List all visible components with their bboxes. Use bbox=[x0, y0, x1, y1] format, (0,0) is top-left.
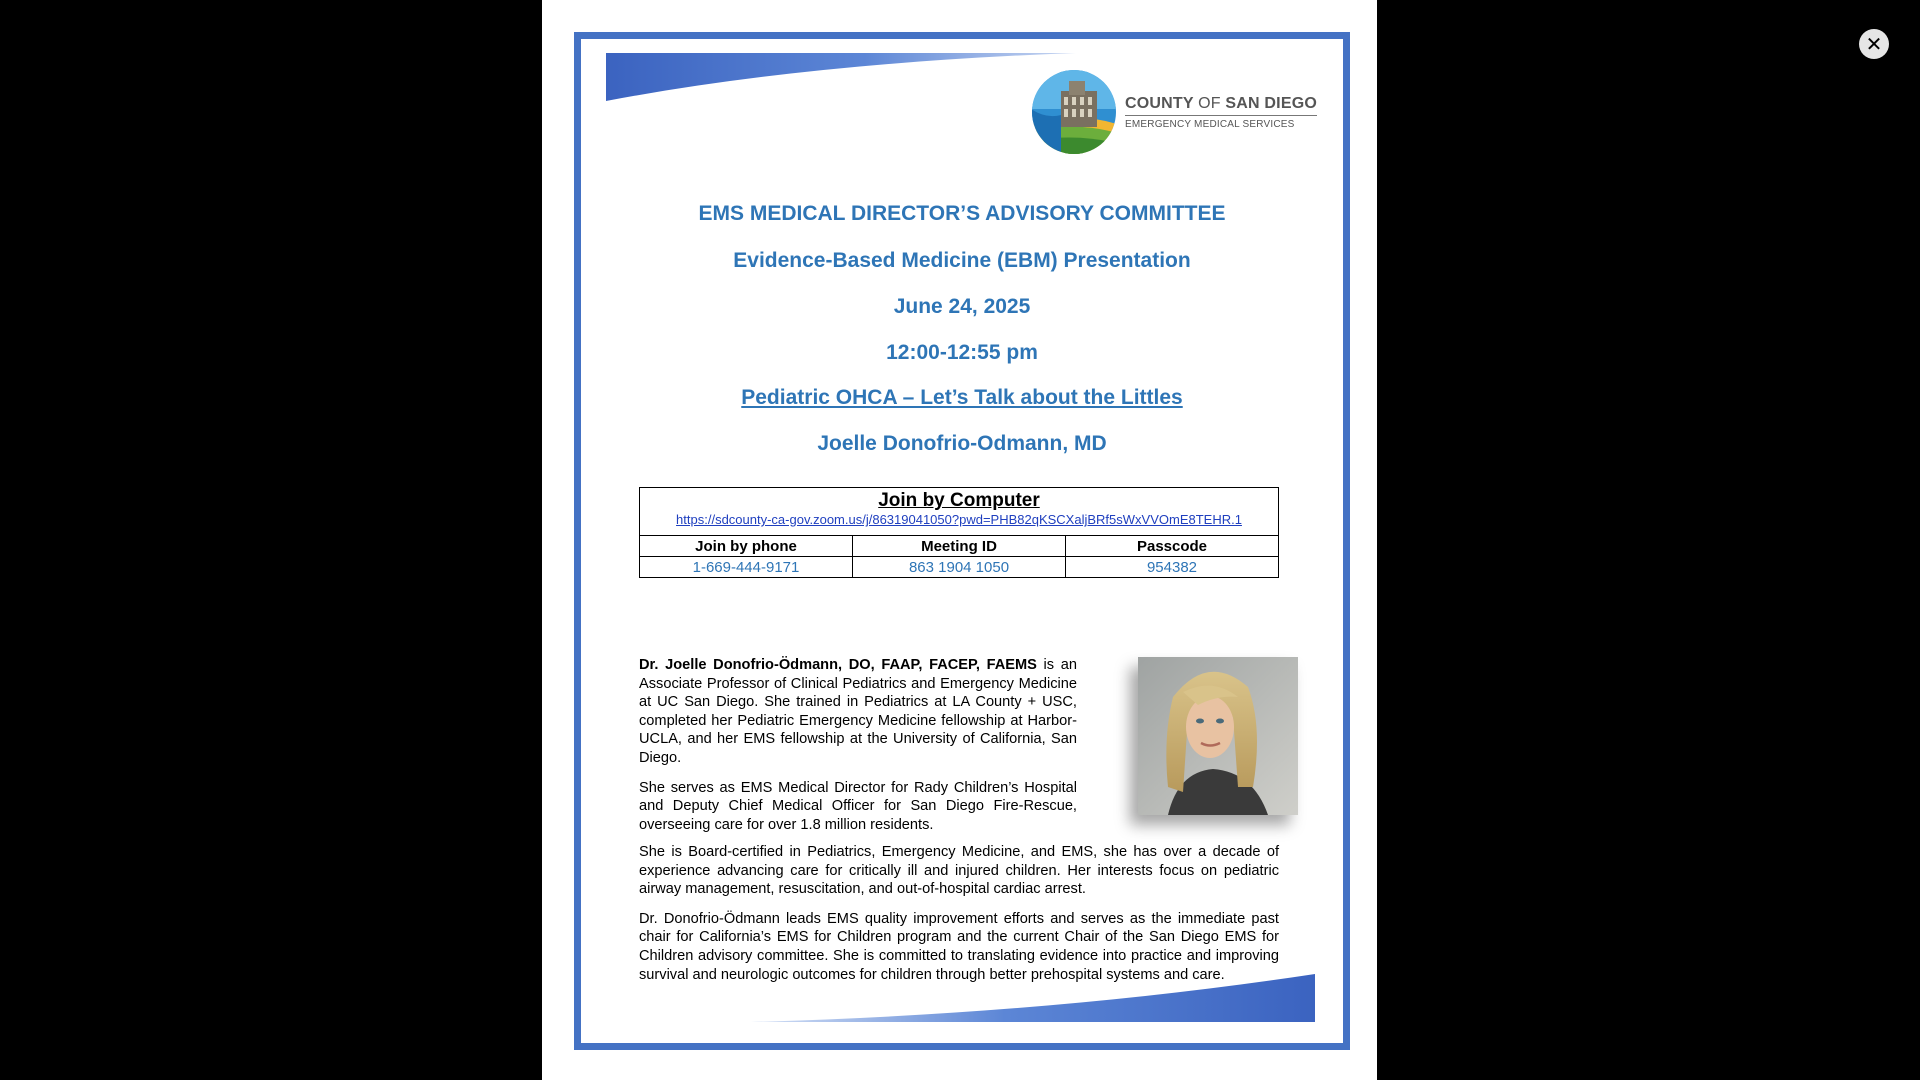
close-button[interactable]: ✕ bbox=[1859, 29, 1889, 59]
bio-paragraph-2: She serves as EMS Medical Director for Rady Children’s Hospital and Deputy Chief Medical Officer for San Diego Fire-Rescue, overseeing care for over 1.8 million residents. bbox=[639, 779, 1077, 833]
county-logo bbox=[1031, 69, 1317, 155]
topic-link[interactable]: Pediatric OHCA – Let’s Talk about the Littles bbox=[741, 386, 1183, 409]
phone-number: 1-669-444-9171 bbox=[640, 557, 853, 578]
zoom-link[interactable]: https://sdcounty-ca-gov.zoom.us/j/86319041050?pwd=PHB82qKSCXaljBRf5sWxVVOmE8TEHR.1 bbox=[640, 512, 1279, 536]
speaker-photo bbox=[1138, 657, 1298, 815]
top-swoosh-decoration bbox=[606, 53, 1076, 103]
bio-paragraph-1: Dr. Joelle Donofrio-Ödmann, DO, FAAP, FACEP, FAEMS is an Associate Professor of Clinical Pediatrics and Emergency Medicine at UC San Diego. She trained in Pediatrics at LA County + USC, completed her Pediatric Emergency Medicine fellowship at Harbor-UCLA, and her EMS fellowship at the University of California, San Diego. bbox=[639, 657, 1077, 766]
county-seal-icon bbox=[1031, 69, 1117, 155]
bottom-swoosh-decoration bbox=[751, 974, 1315, 1024]
committee-title: EMS MEDICAL DIRECTOR’S ADVISORY COMMITTEE bbox=[698, 202, 1226, 225]
meeting-id: 863 1904 1050 bbox=[853, 557, 1066, 578]
column-header-passcode: Passcode bbox=[1066, 536, 1279, 557]
bio-section-bottom bbox=[639, 843, 1279, 995]
flyer-page bbox=[542, 0, 1377, 1080]
column-header-meeting-id: Meeting ID bbox=[853, 536, 1066, 557]
column-header-phone: Join by phone bbox=[640, 536, 853, 557]
join-info-table bbox=[639, 487, 1279, 578]
passcode: 954382 bbox=[1066, 557, 1279, 578]
bio-section-top bbox=[639, 656, 1077, 845]
speaker-name: Joelle Donofrio-Odmann, MD bbox=[817, 432, 1107, 455]
logo-title: COUNTY OF SAN DIEGO bbox=[1125, 95, 1317, 116]
bio-name: Dr. Joelle Donofrio-Ödmann, DO, FAAP, FACEP, FAEMS bbox=[639, 657, 1037, 673]
bio-paragraph-3: She is Board-certified in Pediatrics, Emergency Medicine, and EMS, she has over a decade of experience advancing care for critically ill and injured children. Her interests focus on pediatric airway management, resuscitation, and out-of-hospital cardiac arrest. bbox=[639, 844, 1279, 898]
flyer-frame bbox=[574, 32, 1350, 1050]
portrait-image bbox=[1138, 657, 1298, 815]
presentation-title: Evidence-Based Medicine (EBM) Presentation bbox=[733, 249, 1191, 272]
event-date: June 24, 2025 bbox=[893, 295, 1031, 318]
logo-subtitle: EMERGENCY MEDICAL SERVICES bbox=[1125, 118, 1295, 130]
join-by-computer-heading: Join by Computer bbox=[640, 488, 1279, 513]
event-time: 12:00-12:55 pm bbox=[886, 341, 1038, 364]
bio-paragraph-4: Dr. Donofrio-Ödmann leads EMS quality improvement efforts and serves as the immediate past chair for California’s EMS for Children program and the current Chair of the San Diego EMS for Children advisory committee. She is committed to translating evidence into practice and improving survival and neurologic outcomes for children through better prehospital systems and care. bbox=[639, 910, 1279, 983]
